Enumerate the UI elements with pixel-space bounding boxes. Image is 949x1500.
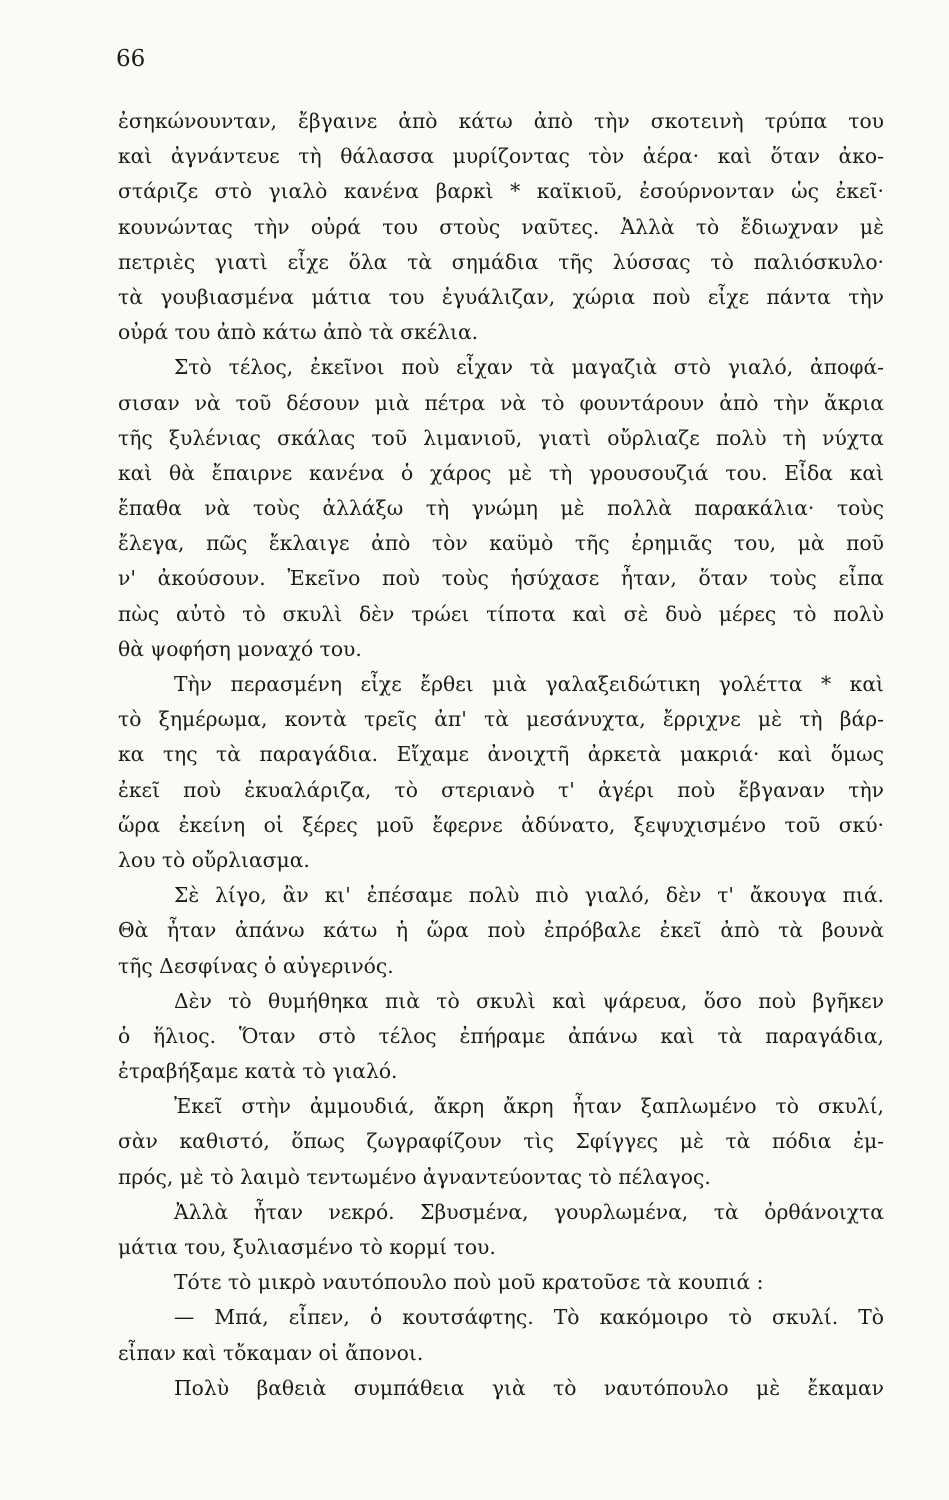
text-line: ἔπαθα νὰ τοὺς ἀλλάξω τὴ γνώμη μὲ πολλὰ παρακάλια· τοὺς bbox=[118, 496, 884, 521]
text-line: λου τὸ οὔρλιασμα. bbox=[118, 847, 310, 872]
text-line: ν' ἀκούσουν. Ἐκεῖνο ποὺ τοὺς ἡσύχασε ἦταν, ὅταν τοὺς εἶπα bbox=[118, 566, 884, 591]
text-line: πετριὲς γιατὶ εἶχε ὅλα τὰ σημάδια τῆς λύσσας τὸ παλιόσκυλο· bbox=[118, 249, 884, 274]
text-line: ἐσηκώνουνταν, ἔβγαινε ἀπὸ κάτω ἀπὸ τὴν σκοτεινὴ τρύπα του bbox=[118, 109, 884, 133]
text-line: τὰ γουβιασμένα μάτια του ἐγυάλιζαν, χώρια ποὺ εἶχε πάντα τὴν bbox=[118, 284, 884, 309]
text-line: εἶπαν καὶ τὄκαμαν οἱ ἄπονοι. bbox=[118, 1340, 424, 1365]
text-line: τῆς Δεσφίνας ὁ αὐγερινός. bbox=[118, 953, 394, 978]
page-number: 66 bbox=[116, 46, 146, 72]
body-text bbox=[118, 104, 884, 1406]
text-line: στάριζε στὸ γιαλὸ κανένα βαρκὶ * καϊκιοῦ, ἐσούρνονταν ὡς ἐκεῖ· bbox=[118, 179, 884, 204]
text-line: πὼς αὐτὸ τὸ σκυλὶ δὲν τρώει τίποτα καὶ σὲ δυὸ μέρες τὸ πολὺ bbox=[118, 601, 884, 626]
text-line: κα της τὰ παραγάδια. Εἴχαμε ἀνοιχτῆ ἀρκετὰ μακριά· καὶ ὅμως bbox=[118, 742, 884, 767]
text-line: Ἀλλὰ ἦταν νεκρό. Σβυσμένα, γουρλωμένα, τὰ ὀρθάνοιχτα bbox=[174, 1199, 884, 1224]
text-line: οὐρά του ἀπὸ κάτω ἀπὸ τὰ σκέλια. bbox=[118, 320, 479, 345]
text-line: Στὸ τέλος, ἐκεῖνοι ποὺ εἶχαν τὰ μαγαζιὰ στὸ γιαλό, ἀποφά- bbox=[174, 355, 884, 380]
text-line: ἐκεῖ ποὺ ἐκυαλάριζα, τὸ στεριανὸ τ' ἀγέρι ποὺ ἔβγαναν τὴν bbox=[118, 777, 884, 802]
text-line: τῆς ξυλένιας σκάλας τοῦ λιμανιοῦ, γιατὶ οὔρλιαζε πολὺ τὴ νύχτα bbox=[118, 425, 884, 450]
text-line: τὸ ξημέρωμα, κοντὰ τρεῖς ἀπ' τὰ μεσάνυχτα, ἔρριχνε μὲ τὴ βάρ- bbox=[118, 707, 884, 732]
text-line: θὰ ψοφήση μοναχό του. bbox=[118, 636, 362, 661]
text-line: σισαν νὰ τοῦ δέσουν μιὰ πέτρα νὰ τὸ φουντάρουν ἀπὸ τὴν ἄκρια bbox=[118, 390, 884, 415]
text-line: Σὲ λίγο, ἂν κι' ἐπέσαμε πολὺ πιὸ γιαλό, δὲν τ' ἄκουγα πιά. bbox=[174, 883, 884, 908]
text-line: Δὲν τὸ θυμήθηκα πιὰ τὸ σκυλὶ καὶ ψάρευα, ὅσο ποὺ βγῆκεν bbox=[174, 988, 884, 1013]
text-line: Ἐκεῖ στὴν ἀμμουδιά, ἄκρη ἄκρη ἦταν ξαπλωμένο τὸ σκυλί, bbox=[174, 1094, 884, 1119]
text-line: καὶ ἀγνάντευε τὴ θάλασσα μυρίζοντας τὸν ἀέρα· καὶ ὅταν ἀκο- bbox=[118, 144, 884, 169]
text-line: καὶ θὰ ἔπαιρνε κανένα ὁ χάρος μὲ τὴ γρουσουζιά του. Εἶδα καὶ bbox=[118, 460, 884, 485]
text-line: ὁ ἥλιος. Ὅταν στὸ τέλος ἐπήραμε ἀπάνω καὶ τὰ παραγάδια, bbox=[118, 1023, 884, 1048]
text-line: ἔλεγα, πῶς ἔκλαιγε ἀπὸ τὸν καϋμὸ τῆς ἐρημιᾶς του, μὰ ποῦ bbox=[118, 531, 884, 556]
text-line: Τότε τὸ μικρὸ ναυτόπουλο ποὺ μοῦ κρατοῦσε τὰ κουπιά : bbox=[174, 1270, 764, 1295]
text-line: ὥρα ἐκείνη οἱ ξέρες μοῦ ἔφερνε ἀδύνατο, ξεψυχισμένο τοῦ σκύ· bbox=[118, 812, 884, 837]
text-line: μάτια του, ξυλιασμένο τὸ κορμί του. bbox=[118, 1235, 496, 1259]
text-line: — Μπά, εἶπεν, ὁ κουτσάφτης. Τὸ κακόμοιρο τὸ σκυλί. Τὸ bbox=[174, 1305, 884, 1330]
text-line: σὰν καθιστό, ὅπως ζωγραφίζουν τὶς Σφίγγες μὲ τὰ πόδια ἐμ- bbox=[118, 1129, 884, 1154]
text-line: Θὰ ἦταν ἀπάνω κάτω ἡ ὥρα ποὺ ἐπρόβαλε ἐκεῖ ἀπὸ τὰ βουνὰ bbox=[118, 918, 884, 943]
text-line: Πολὺ βαθειὰ συμπάθεια γιὰ τὸ ναυτόπουλο μὲ ἔκαμαν bbox=[174, 1375, 884, 1400]
text-line: ἐτραβήξαμε κατὰ τὸ γιαλό. bbox=[118, 1059, 398, 1084]
text-line: πρός, μὲ τὸ λαιμὸ τεντωμένο ἀγναντεύοντας τὸ πέλαγος. bbox=[118, 1164, 711, 1189]
text-line: Τὴν περασμένη εἶχε ἔρθει μιὰ γαλαξειδώτικη γολέττα * καὶ bbox=[174, 672, 884, 696]
text-line: κουνώντας τὴν οὐρά του στοὺς ναῦτες. Ἀλλὰ τὸ ἔδιωχναν μὲ bbox=[118, 214, 884, 239]
